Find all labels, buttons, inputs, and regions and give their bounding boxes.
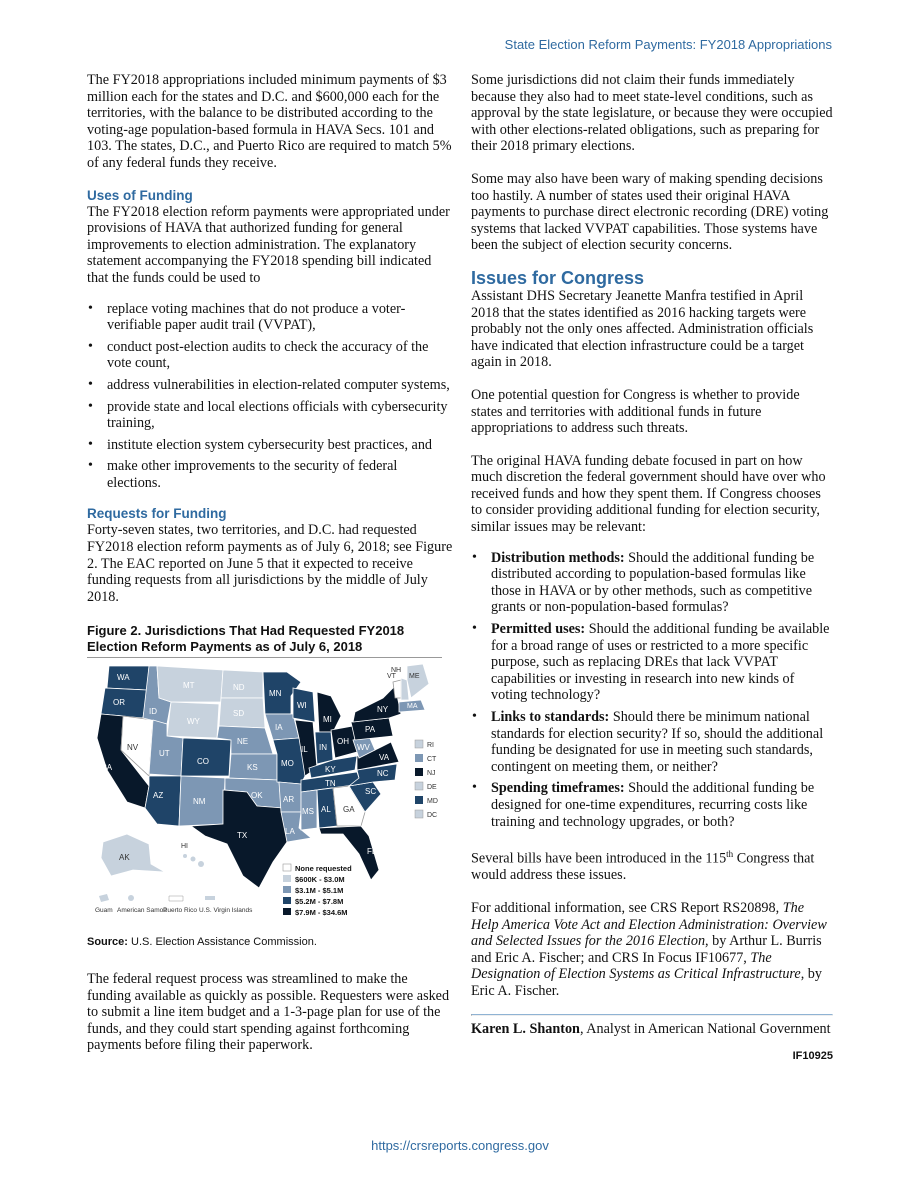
legend-swatch-1 <box>283 875 291 882</box>
label-ne: NE <box>237 737 249 747</box>
list-item: • Links to standards: Should there be minimum national standards for election security? If so, should the additional funding be designated for use in meeting such standards, contingent on meeting them, or neither? <box>471 709 833 775</box>
territory-samoa <box>128 895 134 901</box>
label-ky: KY <box>325 765 336 775</box>
us-map <box>87 658 442 926</box>
list-item: • institute election system cybersecurity best practices, and <box>87 437 453 454</box>
label-mo: MO <box>281 759 294 769</box>
left-column <box>87 72 453 1054</box>
running-header: State Election Reform Payments: FY2018 Appropriations <box>504 37 832 52</box>
label-nm: NM <box>193 797 206 807</box>
label-nh: NH <box>391 667 402 675</box>
requests-for-funding-heading: Requests for Funding <box>87 506 227 522</box>
uses-of-funding-heading: Uses of Funding <box>87 187 193 203</box>
list-item: • Distribution methods: Should the additional funding be distributed according to population-based formulas like those in HAVA or by other methods, such as competitive grants or non-population-based formulas? <box>471 550 833 616</box>
small-state-dc: DC <box>427 812 438 820</box>
state-ak <box>101 834 165 876</box>
label-sc: SC <box>365 787 377 797</box>
list-item: • conduct post-election audits to check the accuracy of the vote count, <box>87 339 453 372</box>
label-wv: WV <box>357 743 370 753</box>
additional-info-paragraph: For additional information, see CRS Report RS20898, The Help America Vote Act and Election Administration: Overview and Selected Issues for the 2016 Election, by Arthur L. Burris and Eric A. Fischer; and CRS In Focus IF10677, The Designation of Election Systems as Critical Infrastructure, by Eric A. Fischer. <box>471 900 827 1000</box>
question-paragraph: One potential question for Congress is whether to provide states and territories with additional funds in future appropriations to address such threats. <box>471 386 800 437</box>
state-me <box>407 664 429 698</box>
label-wy: WY <box>187 717 200 727</box>
label-or: OR <box>113 698 125 708</box>
state-mi <box>317 692 341 732</box>
report-id: IF10925 <box>792 1050 833 1063</box>
author-role: , Analyst in American National Government <box>579 1020 831 1037</box>
legend-label-3: $5.2M - $7.8M <box>295 897 344 907</box>
manfra-paragraph: Assistant DHS Secretary Jeanette Manfra testified in April 2018 that the states identified as 2016 hacking targets were probably not the only ones affected. Administration officials have indicated that election infrastructure could be a target again in 2018. <box>471 287 814 371</box>
legend-swatch-2 <box>283 886 291 893</box>
swatch-de <box>415 782 423 790</box>
label-fl: FL <box>367 847 377 857</box>
uses-list <box>87 301 453 492</box>
label-ga: GA <box>343 805 355 815</box>
us-map-figure <box>87 657 442 926</box>
swatch-ct <box>415 754 423 762</box>
label-va: VA <box>379 753 390 763</box>
label-me: ME <box>409 673 420 681</box>
swatch-ri <box>415 740 423 748</box>
wary-paragraph: Some may also have been wary of making spending decisions too hastily. A number of states used their original HAVA payments to purchase direct electronic recording (DRE) voting systems that lacked VVPAT capabilities. Those systems have been the subject of election security concerns. <box>471 170 829 254</box>
label-wi: WI <box>297 701 307 711</box>
territory-usvi <box>205 896 215 900</box>
requests-paragraph: Forty-seven states, two territories, and D.C. had requested FY2018 election reform payments as of July 6, 2018; see Figure 2. The EAC reported on June 5 that it expected to receive funding requests from all jurisdictions by the middle of July 2018. <box>87 522 453 605</box>
label-wa: WA <box>117 673 130 683</box>
territory-samoa-label: American Samoa <box>117 907 167 915</box>
label-il: IL <box>301 745 308 755</box>
legend-label-4: $7.9M - $34.6M <box>295 908 348 918</box>
small-state-de: DE <box>427 784 437 792</box>
label-al: AL <box>321 805 331 815</box>
territory-guam <box>99 894 109 902</box>
label-tx: TX <box>237 831 248 841</box>
label-tn: TN <box>325 779 336 789</box>
issues-list <box>471 550 833 831</box>
right-column <box>471 72 833 1065</box>
legend-swatch-4 <box>283 908 291 915</box>
label-ar: AR <box>283 795 295 805</box>
legend-swatch-3 <box>283 897 291 904</box>
map-legend <box>283 864 352 917</box>
author-name: Karen L. Shanton <box>471 1020 580 1037</box>
label-ok: OK <box>251 791 263 801</box>
swatch-dc <box>415 810 423 818</box>
legend-label-2: $3.1M - $5.1M <box>295 886 344 896</box>
intro-paragraph: The FY2018 appropriations included minimum payments of $3 million each for the states and D.C. and $600,000 each for the territories, with the balance to be distributed according to the voting-age population-based formula in HAVA Secs. 101 and 103. The states, D.C., and Puerto Rico are required to match 5% of any federal funds they receive. <box>87 72 452 171</box>
label-mi: MI <box>323 715 332 725</box>
small-state-nj: NJ <box>427 770 436 778</box>
bills-paragraph: Several bills have been introduced in the 115th Congress that would address these issues. <box>471 849 815 884</box>
footer-link[interactable]: https://crsreports.congress.gov <box>371 1138 549 1153</box>
label-oh: OH <box>337 737 349 747</box>
figure-title: Figure 2. Jurisdictions That Had Requested FY2018 Election Reform Payments as of July 6, 2018 <box>87 623 405 655</box>
small-state-ri: RI <box>427 742 434 750</box>
label-ma: MA <box>407 703 418 711</box>
label-ut: UT <box>159 749 170 759</box>
label-in: IN <box>319 743 327 753</box>
source-text: U.S. Election Assistance Commission. <box>131 936 317 949</box>
process-paragraph: The federal request process was streamlined to make the funding available as quickly as possible. Requesters were asked to submit a line item budget and a 1-3-page plan for use of the funds, and they could start spending against forthcoming payments before filing their paperwork. <box>87 971 450 1054</box>
hava-debate-paragraph: The original HAVA funding debate focused in part on how much discretion the federal government should have over who received funds and how they spent them. If Congress chooses to consider providing additional funding for election security, similar issues may be relevant: <box>471 452 826 536</box>
label-hi: HI <box>181 843 188 851</box>
legend-label-none: None requested <box>295 864 352 874</box>
label-sd: SD <box>233 709 245 719</box>
label-ca: CA <box>101 763 113 773</box>
list-item: • Permitted uses: Should the additional funding be available for a broad range of uses or restricted to a more specific purpose, such as replacing DREs that lack VVPAT capabilities or investing in research into new kinds of voting technology? <box>471 621 833 704</box>
legend-label-1: $600K - $3.0M <box>295 875 345 885</box>
label-ia: IA <box>275 723 283 733</box>
territory-puerto-rico <box>169 896 183 901</box>
small-state-md: MD <box>427 798 438 806</box>
legend-swatch-none <box>283 864 291 871</box>
list-item: • provide state and local elections officials with cybersecurity training, <box>87 399 453 432</box>
source-label: Source: <box>87 936 128 949</box>
claim-paragraph: Some jurisdictions did not claim their funds immediately because they also had to meet state-level conditions, such as approval by the state legislature, or because they were occupied with other elections-related obligations, such as preparing for their 2018 primary elections. <box>471 72 833 155</box>
label-nc: NC <box>377 769 389 779</box>
swatch-nj <box>415 768 423 776</box>
list-item: • replace voting machines that do not produce a voter-verifiable paper audit trail (VVPAT), <box>87 301 453 334</box>
label-id: ID <box>149 707 157 717</box>
small-states-key <box>415 740 438 819</box>
uses-paragraph: The FY2018 election reform payments were appropriated under provisions of HAVA that authorized funding for general improvements to election administration. The explanatory statement accompanying the FY2018 spending bill indicated that the funds could be used to <box>87 203 450 286</box>
territory-usvi-label: U.S. Virgin Islands <box>199 907 253 915</box>
list-item: • address vulnerabilities in election-related computer systems, <box>87 377 453 394</box>
label-co: CO <box>197 757 209 767</box>
label-ny: NY <box>377 705 389 715</box>
label-mn: MN <box>269 689 282 699</box>
label-ak: AK <box>119 853 130 863</box>
label-nv: NV <box>127 743 139 753</box>
list-item: • Spending timeframes: Should the additional funding be designed for one-time expenditures, recurring costs like training and technology upgrades, or both? <box>471 780 833 830</box>
territories <box>95 894 253 914</box>
small-state-ct: CT <box>427 756 437 764</box>
state-az <box>145 776 181 826</box>
author-line <box>471 1021 833 1038</box>
label-pa: PA <box>365 725 376 735</box>
territory-pr-label: Puerto Rico <box>163 907 197 915</box>
figure-source <box>87 934 453 951</box>
label-ms: MS <box>302 807 314 817</box>
label-vt: VT <box>387 673 396 681</box>
label-la: LA <box>285 827 295 837</box>
label-mt: MT <box>183 681 195 691</box>
list-item: • make other improvements to the security of federal elections. <box>87 458 453 491</box>
state-hi <box>183 854 187 858</box>
territory-guam-label: Guam <box>95 907 113 915</box>
swatch-md <box>415 796 423 804</box>
label-ks: KS <box>247 763 258 773</box>
issues-for-congress-heading: Issues for Congress <box>471 267 645 288</box>
label-az: AZ <box>153 791 164 801</box>
label-nd: ND <box>233 683 245 693</box>
